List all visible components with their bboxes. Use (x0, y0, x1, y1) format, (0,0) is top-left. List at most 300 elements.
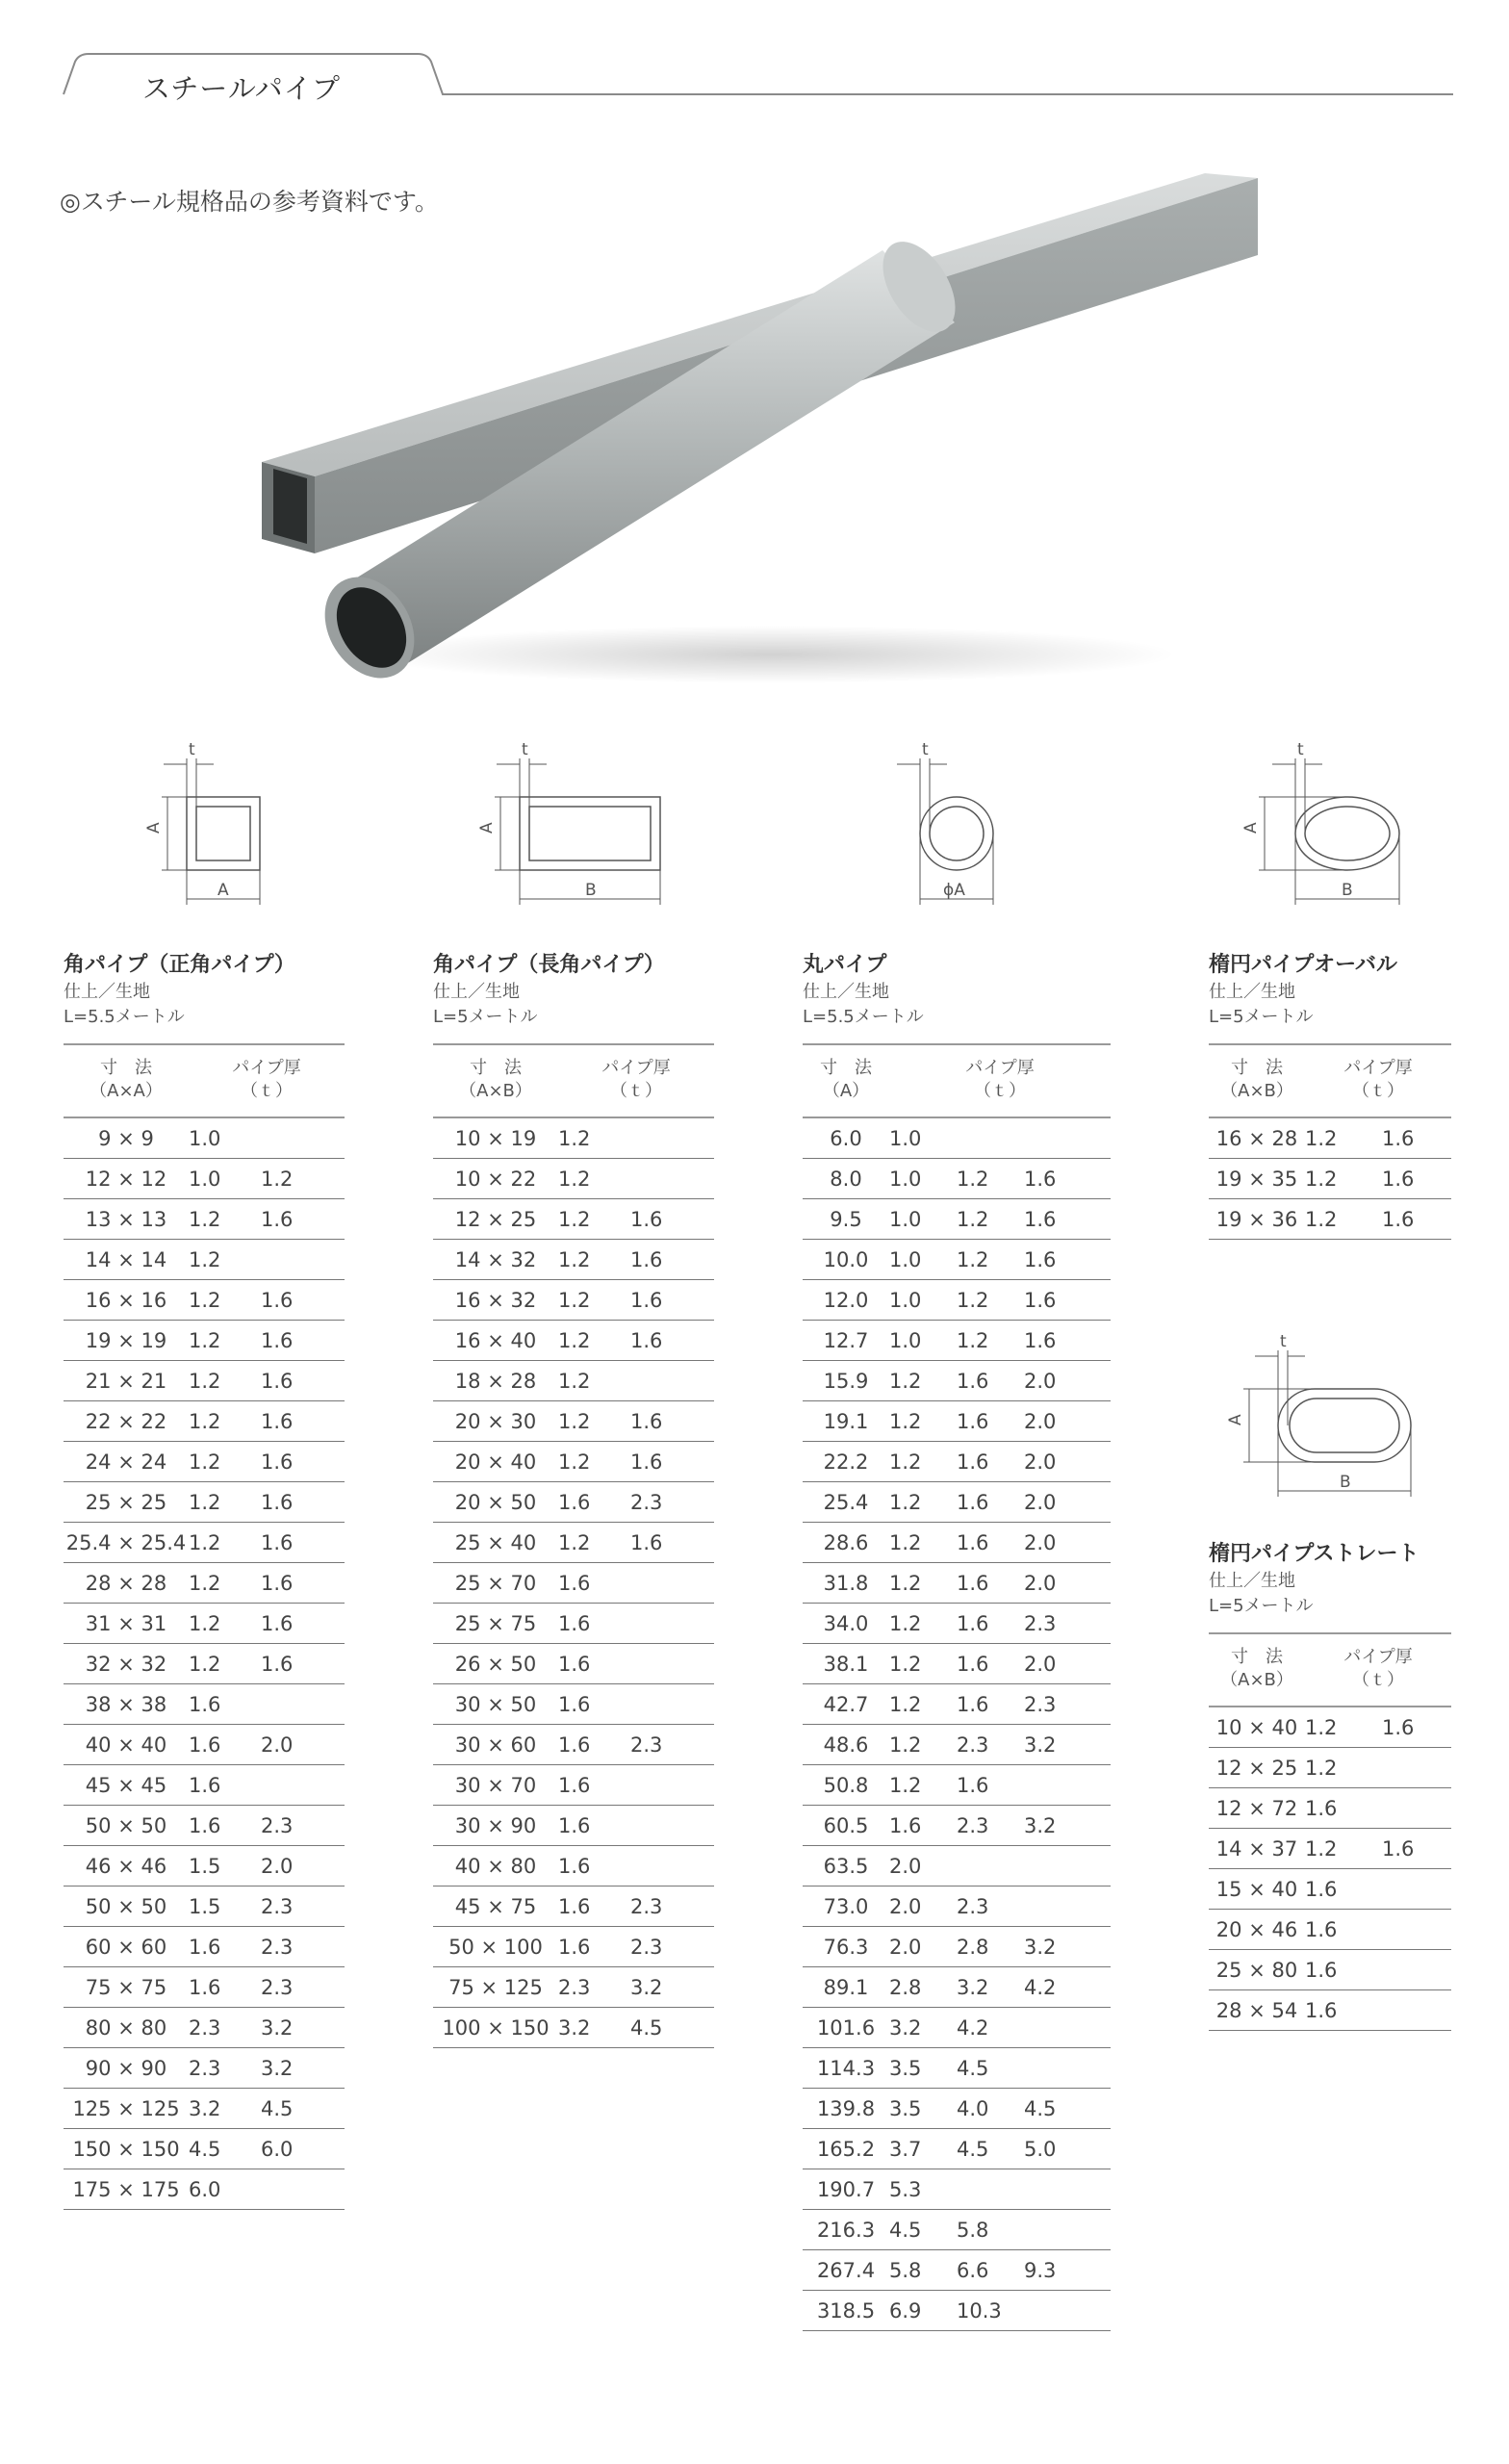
thickness-cell: 1.6 (1024, 1240, 1111, 1280)
thickness-cell: 1.6 (1305, 1990, 1382, 2031)
thickness-cell: 1.6 (957, 1361, 1024, 1401)
thickness-cell: 3.2 (189, 2089, 261, 2129)
diagram-label-a2: A (217, 881, 229, 900)
thickness-cell: 5.8 (889, 2250, 957, 2291)
thickness-cell: 1.6 (558, 1563, 630, 1604)
thickness-cell: 1.2 (957, 1159, 1024, 1199)
table-row (803, 1280, 1111, 1321)
thickness-cell: 2.3 (261, 1886, 345, 1927)
table-row (64, 1159, 345, 1199)
spec-table (1209, 1632, 1451, 2031)
size-cell: 216.3 (803, 2210, 889, 2250)
size-cell: 9.5 (803, 1199, 889, 1240)
thickness-cell: 4.5 (630, 2008, 714, 2048)
thickness-cell: 2.0 (889, 1927, 957, 1967)
thickness-cell: 4.5 (957, 2129, 1024, 2169)
table-row (803, 1159, 1111, 1199)
size-cell: 10 × 22 (433, 1159, 558, 1199)
table-row (64, 2008, 345, 2048)
rect-pipe-diagram (466, 741, 697, 914)
diagram-label-t: t (1297, 740, 1304, 759)
size-cell: 14 × 14 (64, 1240, 189, 1280)
round-pipe-diagram (883, 741, 1018, 914)
thickness-cell (1382, 1748, 1451, 1788)
size-cell: 14 × 32 (433, 1240, 558, 1280)
size-cell: 34.0 (803, 1604, 889, 1644)
thickness-cell: 1.2 (189, 1442, 261, 1482)
table-row (64, 1806, 345, 1846)
size-header: 寸 法 （A×B） (1209, 1633, 1305, 1707)
table-row (803, 1117, 1111, 1159)
size-cell: 19 × 36 (1209, 1199, 1305, 1240)
table-row (433, 1401, 714, 1442)
size-cell: 25.4 × 25.4 (64, 1523, 189, 1563)
size-cell: 22.2 (803, 1442, 889, 1482)
size-cell: 12.7 (803, 1321, 889, 1361)
thickness-cell: 1.2 (1305, 1707, 1382, 1748)
thickness-cell: 3.2 (261, 2048, 345, 2089)
table-row (803, 1765, 1111, 1806)
thickness-cell: 1.6 (189, 1927, 261, 1967)
table-row (803, 1442, 1111, 1482)
thickness-cell (957, 2169, 1024, 2210)
thickness-header: パイプ厚 （ｔ） (889, 1044, 1111, 1117)
size-cell: 73.0 (803, 1886, 889, 1927)
diagram-label-a: A (144, 822, 164, 834)
finish-text: 仕上／生地 (1209, 982, 1295, 1002)
thickness-cell: 1.2 (189, 1482, 261, 1523)
table-row (803, 2008, 1111, 2048)
size-cell: 89.1 (803, 1967, 889, 2008)
thickness-cell: 2.0 (1024, 1482, 1111, 1523)
thickness-cell: 1.6 (189, 1806, 261, 1846)
thickness-cell (630, 1117, 714, 1159)
thickness-cell: 2.0 (261, 1846, 345, 1886)
thickness-cell (261, 1684, 345, 1725)
thickness-cell: 1.2 (558, 1321, 630, 1361)
size-cell: 8.0 (803, 1159, 889, 1199)
thickness-cell (261, 1765, 345, 1806)
table-row (803, 1725, 1111, 1765)
size-cell: 25 × 25 (64, 1482, 189, 1523)
size-cell: 6.0 (803, 1117, 889, 1159)
size-cell: 12 × 25 (433, 1199, 558, 1240)
thickness-cell: 1.2 (889, 1644, 957, 1684)
table-row (433, 1442, 714, 1482)
size-cell: 31 × 31 (64, 1604, 189, 1644)
thickness-cell: 1.6 (261, 1401, 345, 1442)
size-cell: 46 × 46 (64, 1846, 189, 1886)
table-row (803, 1846, 1111, 1886)
thickness-cell: 1.2 (889, 1563, 957, 1604)
size-header: 寸 法 （A×A） (64, 1044, 189, 1117)
table-row (433, 1117, 714, 1159)
thickness-cell (630, 1361, 714, 1401)
table-row (433, 1644, 714, 1684)
size-cell: 30 × 90 (433, 1806, 558, 1846)
table-row (64, 2089, 345, 2129)
thickness-cell: 2.0 (261, 1725, 345, 1765)
thickness-cell: 1.6 (261, 1523, 345, 1563)
thickness-cell: 2.3 (1024, 1684, 1111, 1725)
thickness-cell: 1.0 (889, 1240, 957, 1280)
thickness-cell: 1.2 (558, 1442, 630, 1482)
diagram-label-a: A (477, 822, 497, 834)
thickness-cell (630, 1684, 714, 1725)
table-row (1209, 1748, 1451, 1788)
thickness-cell: 1.2 (558, 1401, 630, 1442)
table-row (64, 1117, 345, 1159)
thickness-cell (261, 1117, 345, 1159)
thickness-cell: 1.6 (1024, 1199, 1111, 1240)
table-row (803, 1240, 1111, 1280)
spec-table (433, 1043, 714, 2048)
size-cell: 20 × 46 (1209, 1910, 1305, 1950)
thickness-cell: 1.0 (189, 1117, 261, 1159)
thickness-cell: 1.0 (889, 1280, 957, 1321)
thickness-cell: 2.8 (889, 1967, 957, 2008)
size-cell: 90 × 90 (64, 2048, 189, 2089)
table-row (1209, 1788, 1451, 1829)
thickness-cell: 1.6 (558, 1846, 630, 1886)
size-cell: 25.4 (803, 1482, 889, 1523)
thickness-cell: 1.2 (889, 1361, 957, 1401)
size-cell: 18 × 28 (433, 1361, 558, 1401)
size-cell: 20 × 40 (433, 1442, 558, 1482)
size-cell: 190.7 (803, 2169, 889, 2210)
thickness-cell: 1.6 (1305, 1788, 1382, 1829)
thickness-cell: 1.6 (1382, 1159, 1451, 1199)
spec-table (1209, 1043, 1451, 1240)
thickness-cell (1024, 1117, 1111, 1159)
size-cell: 16 × 32 (433, 1280, 558, 1321)
thickness-cell: 4.0 (957, 2089, 1024, 2129)
thickness-cell: 1.6 (957, 1442, 1024, 1482)
thickness-cell: 1.6 (957, 1401, 1024, 1442)
thickness-cell: 2.0 (1024, 1523, 1111, 1563)
diagram-label-a: A (1241, 822, 1261, 834)
spec-table (803, 1043, 1111, 2331)
table-row (433, 1806, 714, 1846)
section-title: 丸パイプ (803, 953, 887, 977)
thickness-cell: 5.0 (1024, 2129, 1111, 2169)
size-cell: 24 × 24 (64, 1442, 189, 1482)
thickness-cell (1382, 1910, 1451, 1950)
thickness-cell: 4.5 (957, 2048, 1024, 2089)
thickness-cell: 1.6 (189, 1765, 261, 1806)
thickness-cell: 1.0 (889, 1321, 957, 1361)
table-row (64, 1684, 345, 1725)
thickness-cell: 1.0 (189, 1159, 261, 1199)
size-cell: 9 × 9 (64, 1117, 189, 1159)
thickness-cell: 2.3 (261, 1967, 345, 2008)
thickness-cell: 2.3 (630, 1927, 714, 1967)
thickness-cell: 1.0 (889, 1117, 957, 1159)
size-cell: 75 × 125 (433, 1967, 558, 2008)
finish-text: 仕上／生地 (1209, 1571, 1295, 1591)
thickness-cell: 2.3 (261, 1927, 345, 1967)
oval-pipe-diagram (1230, 741, 1413, 914)
thickness-cell (630, 1563, 714, 1604)
size-cell: 50 × 100 (433, 1927, 558, 1967)
thickness-cell: 4.5 (189, 2129, 261, 2169)
table-row (803, 2048, 1111, 2089)
table-row (803, 1321, 1111, 1361)
thickness-cell (957, 1117, 1024, 1159)
table-row (64, 1886, 345, 1927)
thickness-cell: 6.0 (261, 2129, 345, 2169)
diagram-label-b: B (585, 881, 597, 900)
table-row (803, 1967, 1111, 2008)
thickness-cell (630, 1846, 714, 1886)
length-text: L=5.5メートル (803, 1007, 924, 1027)
thickness-cell (630, 1806, 714, 1846)
size-cell: 13 × 13 (64, 1199, 189, 1240)
thickness-cell: 1.2 (957, 1199, 1024, 1240)
thickness-header: パイプ厚 （ｔ） (558, 1044, 714, 1117)
thickness-cell: 1.6 (189, 1684, 261, 1725)
thickness-cell: 3.2 (558, 2008, 630, 2048)
length-text: L=5メートル (433, 1007, 538, 1027)
thickness-cell: 2.3 (1024, 1604, 1111, 1644)
thickness-cell: 1.6 (630, 1321, 714, 1361)
size-cell: 14 × 37 (1209, 1829, 1305, 1869)
size-cell: 30 × 70 (433, 1765, 558, 1806)
section-title: 楕円パイプオーバル (1209, 953, 1398, 977)
thickness-cell: 1.6 (261, 1442, 345, 1482)
thickness-cell: 1.2 (889, 1765, 957, 1806)
length-text: L=5メートル (1209, 1007, 1314, 1027)
thickness-cell: 1.2 (189, 1563, 261, 1604)
table-row (1209, 1869, 1451, 1910)
thickness-cell (630, 1644, 714, 1684)
thickness-cell: 9.3 (1024, 2250, 1111, 2291)
size-cell: 80 × 80 (64, 2008, 189, 2048)
table-row (803, 1523, 1111, 1563)
thickness-cell: 1.6 (630, 1280, 714, 1321)
thickness-cell: 1.6 (957, 1765, 1024, 1806)
table-row (433, 1684, 714, 1725)
size-cell: 114.3 (803, 2048, 889, 2089)
thickness-cell: 1.2 (1305, 1748, 1382, 1788)
thickness-cell: 4.5 (1024, 2089, 1111, 2129)
table-row (64, 1442, 345, 1482)
table-row (433, 1886, 714, 1927)
size-cell: 12 × 25 (1209, 1748, 1305, 1788)
thickness-cell: 2.3 (630, 1482, 714, 1523)
thickness-cell: 2.0 (889, 1846, 957, 1886)
table-row (1209, 1159, 1451, 1199)
table-row (64, 1765, 345, 1806)
size-cell: 175 × 175 (64, 2169, 189, 2210)
thickness-cell: 1.6 (261, 1280, 345, 1321)
thickness-cell: 5.8 (957, 2210, 1024, 2250)
table-row (803, 1806, 1111, 1846)
size-cell: 28 × 28 (64, 1563, 189, 1604)
thickness-cell (1382, 1788, 1451, 1829)
table-row (803, 2250, 1111, 2291)
thickness-cell: 1.6 (889, 1806, 957, 1846)
size-cell: 12 × 12 (64, 1159, 189, 1199)
table-row (1209, 1199, 1451, 1240)
table-row (803, 1361, 1111, 1401)
thickness-cell: 2.3 (189, 2048, 261, 2089)
size-cell: 12 × 72 (1209, 1788, 1305, 1829)
thickness-cell: 1.6 (558, 1482, 630, 1523)
section-round-pipe (803, 951, 1111, 2331)
thickness-cell: 1.2 (189, 1361, 261, 1401)
thickness-header: パイプ厚 （ｔ） (1305, 1633, 1451, 1707)
thickness-header: パイプ厚 （ｔ） (189, 1044, 345, 1117)
thickness-cell (630, 1765, 714, 1806)
size-cell: 30 × 50 (433, 1684, 558, 1725)
thickness-cell: 4.5 (261, 2089, 345, 2129)
thickness-cell: 1.2 (1305, 1829, 1382, 1869)
thickness-cell: 3.2 (1024, 1927, 1111, 1967)
thickness-cell: 1.6 (189, 1725, 261, 1765)
size-cell: 50 × 50 (64, 1806, 189, 1846)
table-row (1209, 1829, 1451, 1869)
thickness-cell: 1.6 (1305, 1950, 1382, 1990)
thickness-cell: 1.2 (189, 1401, 261, 1442)
size-header: 寸 法 （A） (803, 1044, 889, 1117)
size-cell: 38 × 38 (64, 1684, 189, 1725)
thickness-cell: 1.6 (558, 1644, 630, 1684)
table-row (803, 2169, 1111, 2210)
size-cell: 10 × 19 (433, 1117, 558, 1159)
table-row (64, 1199, 345, 1240)
table-row (803, 1563, 1111, 1604)
thickness-cell: 1.6 (261, 1563, 345, 1604)
size-cell: 139.8 (803, 2089, 889, 2129)
size-cell: 150 × 150 (64, 2129, 189, 2169)
table-row (433, 1321, 714, 1361)
thickness-cell: 1.2 (189, 1523, 261, 1563)
thickness-cell: 1.2 (1305, 1159, 1382, 1199)
thickness-cell: 1.6 (189, 1967, 261, 2008)
size-cell: 19 × 35 (1209, 1159, 1305, 1199)
thickness-cell: 1.6 (558, 1927, 630, 1967)
diagram-label-t: t (1280, 1332, 1287, 1351)
table-row (64, 1280, 345, 1321)
size-cell: 60.5 (803, 1806, 889, 1846)
thickness-cell: 1.6 (261, 1199, 345, 1240)
thickness-cell: 4.2 (1024, 1967, 1111, 2008)
table-row (433, 1563, 714, 1604)
table-row (1209, 1707, 1451, 1748)
thickness-cell: 4.2 (957, 2008, 1024, 2048)
size-cell: 12.0 (803, 1280, 889, 1321)
diagram-label-b: B (1340, 1473, 1351, 1492)
thickness-cell: 1.2 (957, 1240, 1024, 1280)
thickness-cell: 1.2 (558, 1240, 630, 1280)
table-row (1209, 1990, 1451, 2031)
table-row (1209, 1117, 1451, 1159)
thickness-cell: 1.2 (957, 1321, 1024, 1361)
thickness-cell: 1.6 (630, 1199, 714, 1240)
thickness-cell: 3.2 (1024, 1725, 1111, 1765)
size-cell: 165.2 (803, 2129, 889, 2169)
thickness-cell (1024, 2169, 1111, 2210)
thickness-cell: 2.0 (1024, 1442, 1111, 1482)
size-cell: 40 × 40 (64, 1725, 189, 1765)
thickness-cell (1024, 1765, 1111, 1806)
thickness-cell: 1.2 (889, 1725, 957, 1765)
thickness-cell: 1.0 (889, 1159, 957, 1199)
thickness-cell: 1.6 (261, 1321, 345, 1361)
thickness-cell: 1.2 (558, 1523, 630, 1563)
table-row (64, 1321, 345, 1361)
thickness-cell: 1.2 (558, 1117, 630, 1159)
thickness-cell: 1.6 (630, 1240, 714, 1280)
size-cell: 28.6 (803, 1523, 889, 1563)
table-row (433, 1927, 714, 1967)
diagram-label-t: t (922, 740, 929, 759)
table-row (64, 2129, 345, 2169)
thickness-cell: 3.2 (630, 1967, 714, 2008)
thickness-cell: 1.6 (1024, 1159, 1111, 1199)
table-row (433, 1967, 714, 2008)
table-row (433, 1240, 714, 1280)
section-title: 角パイプ（正角パイプ） (64, 953, 295, 977)
thickness-cell: 1.0 (889, 1199, 957, 1240)
thickness-cell: 1.6 (630, 1523, 714, 1563)
size-cell: 26 × 50 (433, 1644, 558, 1684)
thickness-cell: 1.6 (558, 1604, 630, 1644)
size-cell: 45 × 45 (64, 1765, 189, 1806)
length-text: L=5.5メートル (64, 1007, 185, 1027)
thickness-cell: 1.6 (1382, 1707, 1451, 1748)
table-row (64, 1240, 345, 1280)
thickness-cell: 5.3 (889, 2169, 957, 2210)
table-row (64, 1482, 345, 1523)
table-row (433, 1725, 714, 1765)
table-row (433, 1765, 714, 1806)
size-cell: 50.8 (803, 1765, 889, 1806)
thickness-cell: 4.5 (889, 2210, 957, 2250)
table-row (433, 1199, 714, 1240)
table-row (803, 2089, 1111, 2129)
thickness-cell: 1.6 (630, 1401, 714, 1442)
thickness-cell (1382, 1990, 1451, 2031)
table-row (64, 1401, 345, 1442)
section-oval-pipe (1209, 951, 1451, 1240)
thickness-cell: 1.6 (261, 1361, 345, 1401)
thickness-cell: 10.3 (957, 2291, 1024, 2331)
table-row (803, 1604, 1111, 1644)
table-row (64, 1361, 345, 1401)
thickness-cell: 6.0 (189, 2169, 261, 2210)
thickness-cell: 1.2 (189, 1280, 261, 1321)
size-cell: 101.6 (803, 2008, 889, 2048)
thickness-cell (630, 1604, 714, 1644)
thickness-cell: 1.2 (1305, 1199, 1382, 1240)
thickness-cell: 1.6 (957, 1523, 1024, 1563)
size-header: 寸 法 （A×B） (433, 1044, 558, 1117)
thickness-cell (1024, 1846, 1111, 1886)
size-cell: 318.5 (803, 2291, 889, 2331)
thickness-cell (1382, 1950, 1451, 1990)
thickness-cell: 1.6 (957, 1684, 1024, 1725)
thickness-cell: 2.3 (957, 1806, 1024, 1846)
table-row (803, 1886, 1111, 1927)
thickness-cell: 3.5 (889, 2089, 957, 2129)
section-flat-oval-pipe (1209, 1540, 1451, 2031)
diagram-label-phi-a: ϕA (943, 881, 965, 900)
thickness-header: パイプ厚 （ｔ） (1305, 1044, 1451, 1117)
table-row (64, 2048, 345, 2089)
thickness-cell: 1.2 (189, 1321, 261, 1361)
